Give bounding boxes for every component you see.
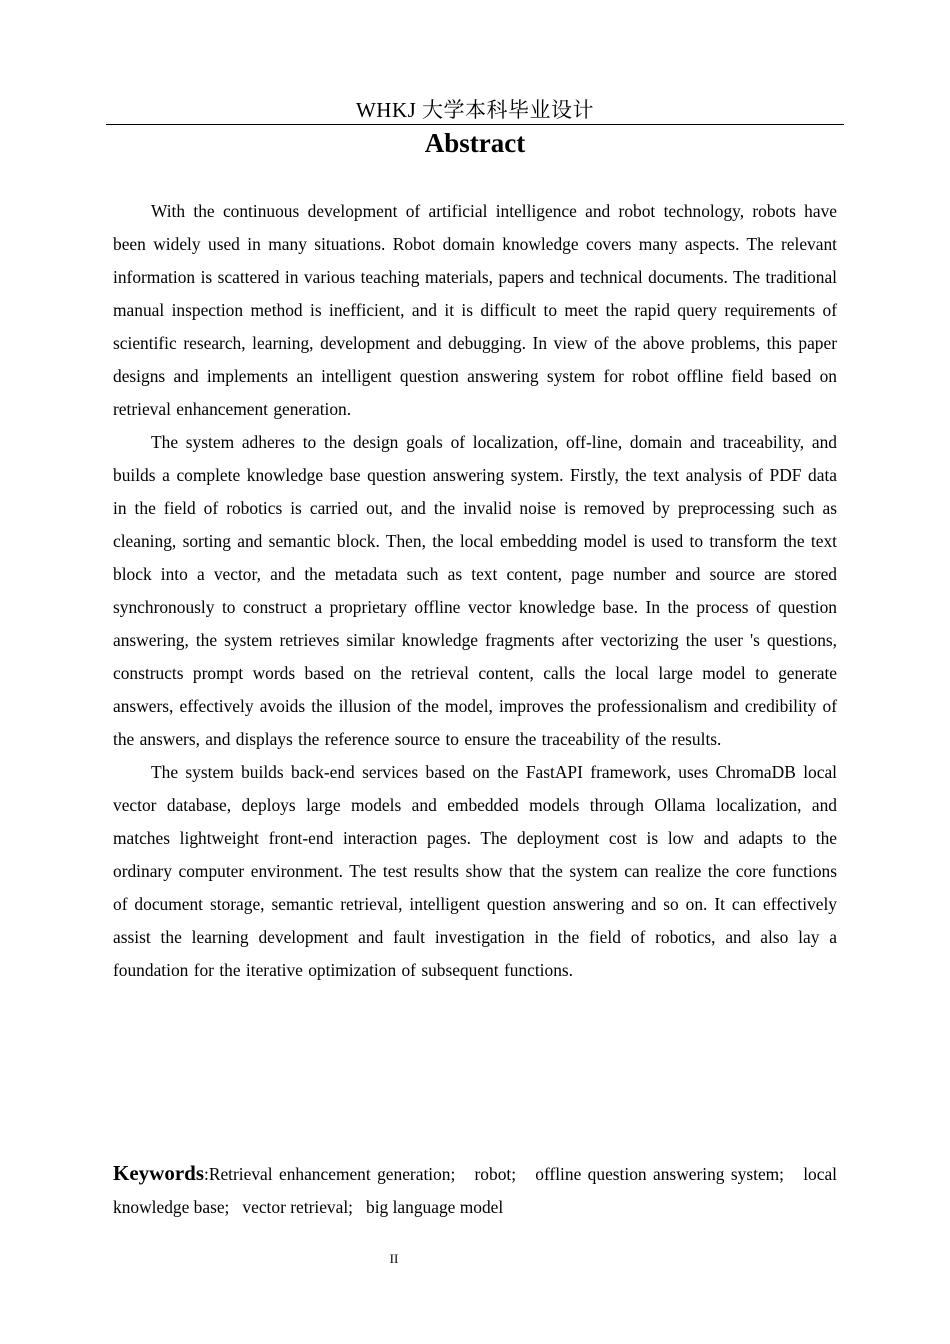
header-rule	[106, 124, 844, 125]
keywords-label: Keywords	[113, 1161, 204, 1185]
running-header: WHKJ 大学本科毕业设计	[355, 98, 595, 122]
page-number: II	[389, 1251, 399, 1266]
keywords-text: Retrieval enhancement generation; robot; offline question answering system; local knowledge base; vector retrieval; big language model	[113, 1164, 842, 1217]
keywords-block	[113, 1157, 842, 1224]
abstract-paragraph-3: The system builds back-end services based on the FastAPI framework, uses ChromaDB local vector database, deploys large models and embedded models through Ollama localization, and matches lightweight front-end interaction pages. The deployment cost is low and adapts to the ordinary computer environment. The test results show that the system can realize the core functions of document storage, semantic retrieval, intelligent question answering and so on. It can effectively assist the learning development and fault investigation in the field of robotics, and also lay a foundation for the iterative optimization of subsequent functions.	[113, 762, 837, 980]
abstract-paragraph-1: With the continuous development of artificial intelligence and robot technology, robots have been widely used in many situations. Robot domain knowledge covers many aspects. The relevant information is scattered in various teaching materials, papers and technical documents. The traditional manual inspection method is inefficient, and it is difficult to meet the rapid query requirements of scientific research, learning, development and debugging. In view of the above problems, this paper designs and implements an intelligent question answering system for robot offline field based on retrieval enhancement generation.	[113, 201, 837, 419]
abstract-paragraph-2: The system adheres to the design goals of localization, off-line, domain and traceability, and builds a complete knowledge base question answering system. Firstly, the text analysis of PDF data in the field of robotics is carried out, and the invalid noise is removed by preprocessing such as cleaning, sorting and semantic block. Then, the local embedding model is used to transform the text block into a vector, and the metadata such as text content, page number and source are stored synchronously to construct a proprietary offline vector knowledge base. In the process of question answering, the system retrieves similar knowledge fragments after vectorizing the user 's questions, constructs prompt words based on the retrieval content, calls the local large model to generate answers, effectively avoids the illusion of the model, improves the professionalism and credibility of the answers, and displays the reference source to ensure the traceability of the results.	[113, 432, 837, 749]
abstract-body	[113, 195, 837, 987]
abstract-title: Abstract	[424, 128, 526, 158]
keywords-separator: :	[204, 1164, 209, 1184]
